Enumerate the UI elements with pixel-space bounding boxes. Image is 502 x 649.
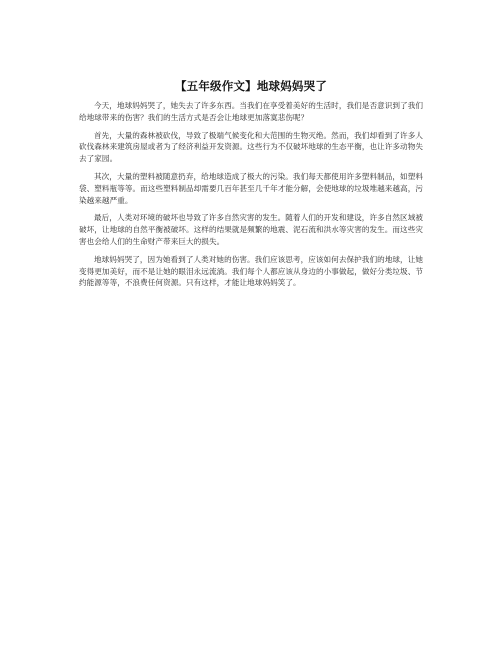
document-title: 【五年级作文】地球妈妈哭了 xyxy=(174,79,328,93)
paragraph-intro: 今天，地球妈妈哭了，她失去了许多东西。当我们在享受着美好的生活时，我们是否意识到了我们给地球带来的伤害？我们的生活方式是否会让地球更加落寞悲伤呢？ xyxy=(79,101,423,122)
document-body xyxy=(79,100,423,295)
paragraph-deforestation: 首先，大量的森林被砍伐，导致了极端气候变化和大范围的生物灭绝。然而，我们却看到了许多人砍伐森林来建筑房屋或者为了经济利益开发资源。这些行为不仅破坏地球的生态平衡，也让许多动物失去了家园。 xyxy=(79,130,423,164)
paragraph-plastic-pollution: 其次，大量的塑料被随意扔弃，给地球造成了极大的污染。我们每天都使用许多塑料制品，如塑料袋、塑料瓶等等。而这些塑料制品却需要几百年甚至几千年才能分解，会使地球的垃圾堆越来越高，污染越来越严重。 xyxy=(79,171,423,205)
paragraph-natural-disasters: 最后，人类对环境的破坏也导致了许多自然灾害的发生。随着人们的开发和建设，许多自然区域被破坏，让地球的自然平衡被破坏。这样的结果就是频繁的地震、泥石流和洪水等灾害的发生。而这些灾害也会给人们的生命财产带来巨大的损失。 xyxy=(79,213,423,246)
paragraph-conclusion: 地球妈妈哭了，因为她看到了人类对她的伤害。我们应该思考，应该如何去保护我们的地球，让她变得更加美好，而不是让她的眼泪永远流淌。我们每个人都应该从身边的小事做起，做好分类垃圾、节约能源等等，不浪费任何资源。只有这样，才能让地球妈妈笑了。 xyxy=(79,254,423,288)
